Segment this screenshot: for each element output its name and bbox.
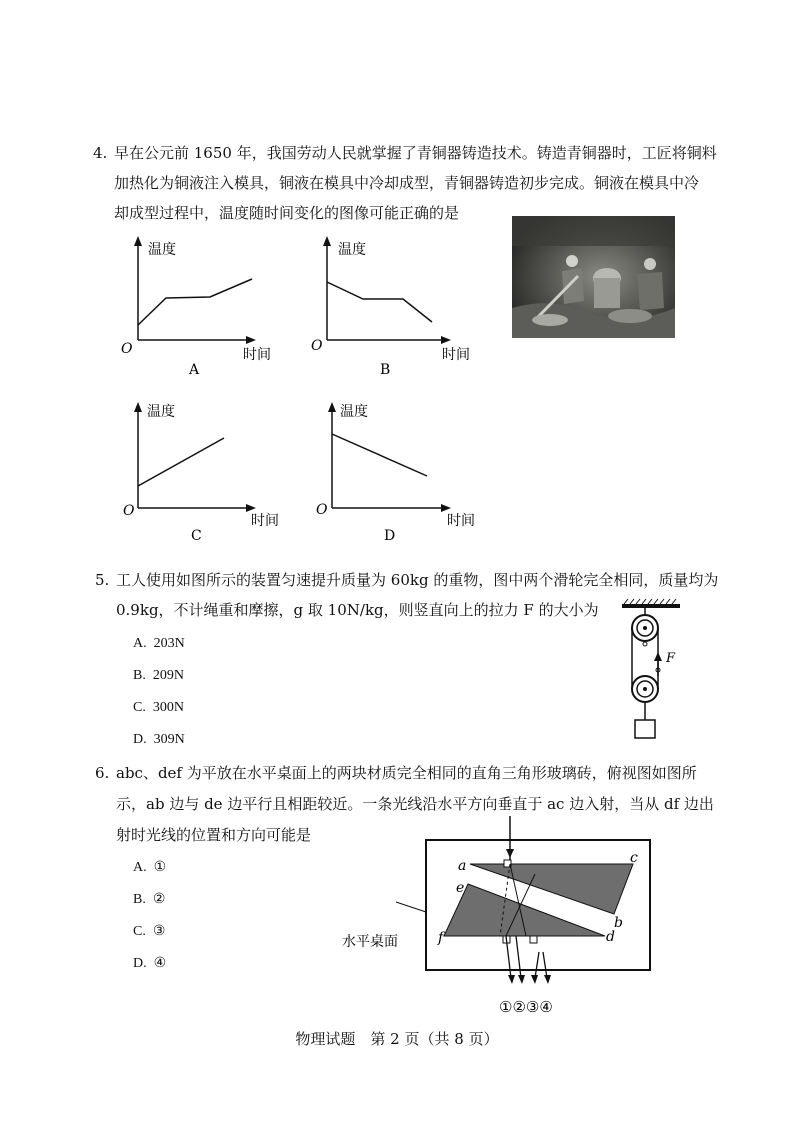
pulley-diagram [618, 596, 688, 746]
graph-b-curve [327, 282, 432, 322]
q6-number: 6. [95, 764, 110, 782]
svg-text:e: e [456, 880, 465, 896]
svg-text:c: c [630, 850, 638, 866]
q5-option-a-letter: A. [133, 636, 147, 651]
graph-c-curve [138, 438, 224, 486]
q6-text-line1: abc、def 为平放在水平桌面上的两块材质完全相同的直角三角形玻璃砖，俯视图如图所 [116, 764, 697, 782]
q5-option-c-letter: C. [133, 700, 146, 715]
graph-a-label: A [189, 362, 200, 378]
q6-option-a[interactable] [133, 859, 166, 876]
q6-option-b-letter: B. [133, 892, 146, 907]
q6-option-a-text: ① [153, 860, 167, 875]
q6-option-d-text: ④ [153, 956, 167, 971]
graph-d-y-arrow [328, 402, 336, 412]
q5-option-c[interactable] [133, 700, 184, 716]
q6-option-a-letter: A. [133, 860, 147, 875]
weight-block [635, 720, 655, 738]
graph-a-y-label: 温度 [148, 242, 176, 258]
q5-text-line1: 工人使用如图所示的装置匀速提升质量为 60kg 的重物，图中两个滑轮完全相同，质量均为 [116, 571, 719, 589]
graph-b-origin: O [311, 338, 323, 354]
q5-option-b[interactable] [133, 668, 184, 684]
q6-option-b[interactable] [133, 891, 165, 908]
graph-b-y-arrow [323, 236, 331, 246]
graph-c-x-label: 时间 [251, 513, 279, 529]
ray-4 [543, 952, 547, 978]
ray-number-labels: ①②③④ [499, 998, 553, 1016]
q5-option-a-text: 203N [153, 636, 185, 651]
q5-number: 5. [95, 571, 110, 589]
q5-option-a[interactable] [133, 636, 185, 652]
graph-c [110, 396, 290, 546]
q4-text-line3: 却成型过程中，温度随时间变化的图像可能正确的是 [114, 204, 460, 222]
graph-d [305, 396, 485, 546]
q6-option-d-letter: D. [133, 956, 147, 971]
q5-option-d[interactable] [133, 732, 185, 748]
q6-text-line3: 射时光线的位置和方向可能是 [116, 826, 312, 844]
graph-b [305, 232, 485, 382]
q6-option-c-text: ③ [152, 924, 166, 939]
graph-a-curve [138, 279, 252, 325]
q6-text-line2: 示，ab 边与 de 边平行且相距较近。一条光线沿水平方向垂直于 ac 边入射，当从 df 边出 [116, 795, 714, 813]
graph-d-curve [332, 434, 427, 476]
ray-3 [535, 952, 539, 978]
q5-text-line2: 0.9kg，不计绳重和摩擦，g 取 10N/kg，则竖直向上的拉力 F 的大小为 [116, 601, 599, 619]
graph-d-x-arrow [441, 504, 451, 512]
svg-text:d: d [606, 929, 615, 945]
graph-a-origin: O [121, 341, 133, 357]
graph-c-x-arrow [246, 504, 256, 512]
page-footer: 物理试题 第 2 页（共 8 页） [295, 1030, 499, 1048]
graph-c-y-label: 温度 [147, 404, 175, 420]
svg-text:b: b [614, 915, 623, 931]
svg-text:f: f [438, 930, 444, 946]
graph-b-y-label: 温度 [338, 242, 366, 258]
graph-b-x-label: 时间 [442, 347, 470, 363]
q6-option-c[interactable] [133, 923, 165, 940]
force-label: F [666, 651, 676, 666]
q5-option-d-letter: D. [133, 732, 147, 747]
graph-c-y-arrow [134, 402, 142, 412]
graph-d-x-label: 时间 [447, 513, 475, 529]
glass-prism-diagram [330, 812, 660, 1022]
q6-option-b-text: ② [152, 892, 166, 907]
ray-2 [516, 936, 521, 978]
graph-d-origin: O [316, 502, 328, 518]
graph-a-y-arrow [134, 236, 142, 246]
table-label: 水平桌面 [342, 934, 398, 950]
graph-d-label: D [384, 528, 396, 544]
graph-a-x-arrow [246, 336, 256, 344]
q4-text-line2: 加热化为铜液注入模具，铜液在模具中冷却成型，青铜器铸造初步完成。铜液在模具中冷 [114, 174, 700, 192]
q5-option-d-text: 309N [153, 732, 185, 747]
graph-b-label: B [380, 362, 391, 378]
graph-d-y-label: 温度 [340, 404, 368, 420]
graph-c-origin: O [123, 503, 135, 519]
svg-text:a: a [458, 858, 467, 874]
q6-option-d[interactable] [133, 955, 166, 972]
q5-option-c-text: 300N [152, 700, 184, 715]
graph-c-label: C [191, 528, 202, 544]
bronze-casting-photo [512, 216, 675, 338]
graph-a-x-label: 时间 [243, 347, 271, 363]
q5-option-b-letter: B. [133, 668, 146, 683]
graph-b-x-arrow [441, 336, 451, 344]
q4-number: 4. [93, 144, 108, 162]
graph-a [110, 232, 290, 382]
ceiling [622, 604, 680, 608]
q5-option-b-text: 209N [152, 668, 184, 683]
q4-text-line1: 早在公元前 1650 年，我国劳动人民就掌握了青铜器铸造技术。铸造青铜器时，工匠将铜料 [114, 144, 717, 162]
q6-option-c-letter: C. [133, 924, 146, 939]
